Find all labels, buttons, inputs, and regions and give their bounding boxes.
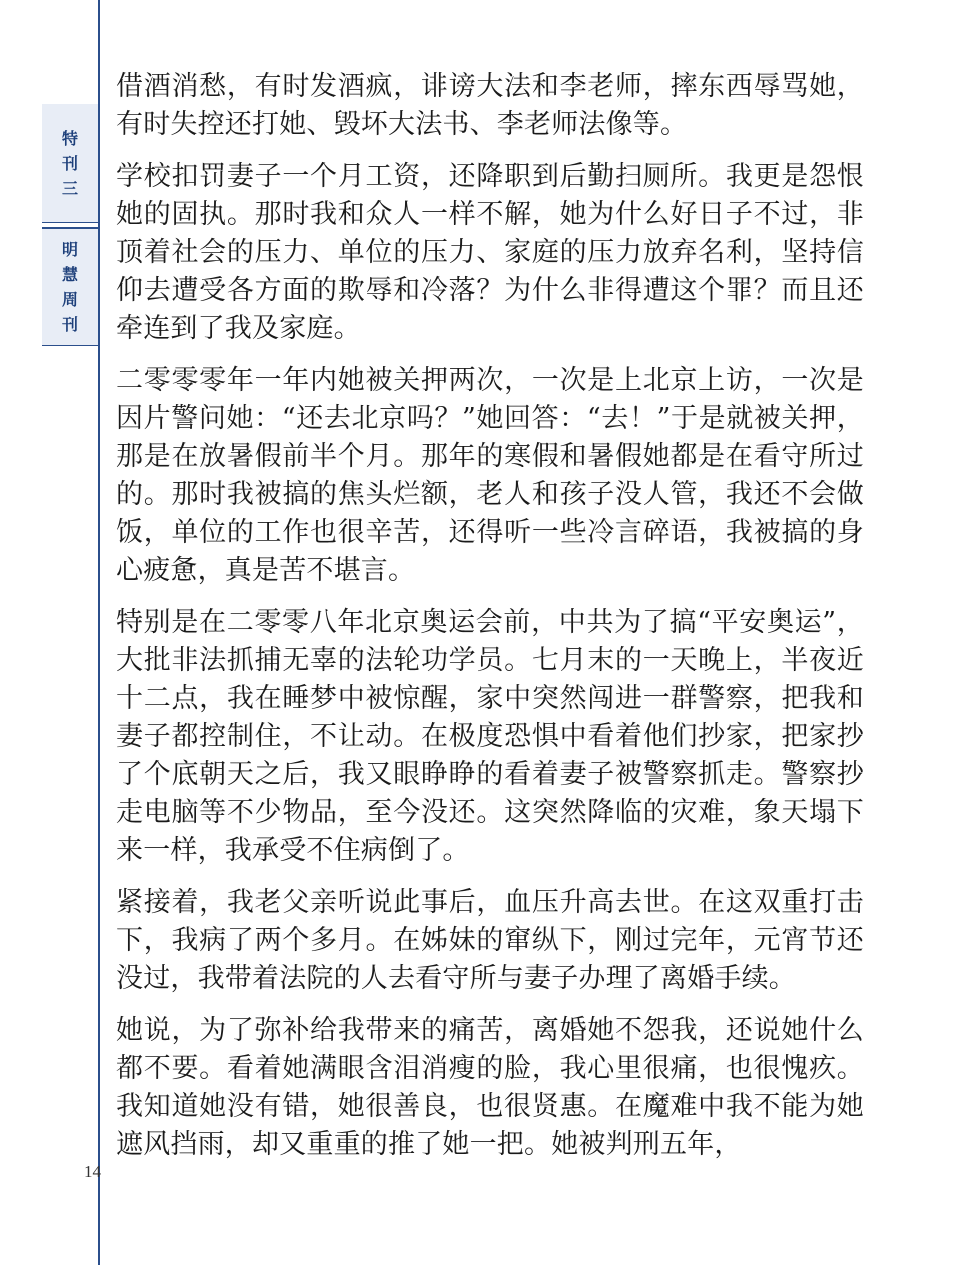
paragraph: 特别是在二零零八年北京奥运会前，中共为了搞“平安奥运”，大批非法抓捕无辜的法轮功学员。七月末的一天晚上，半夜近十二点，我在睡梦中被惊醒，家中突然闯进一群警察，把我和妻子都控制住，不让动。在极度恐惧中看着他们抄家，把家抄了个底朝天之后，我又眼睁睁的看着妻子被警察抓走。警察抄走电脑等不少物品，至今没还。这突然降临的灾难，象天塌下来一样，我承受不住病倒了。 [116, 607, 864, 866]
side-tab-char: 三 [61, 178, 78, 198]
paragraph: 紧接着，我老父亲听说此事后，血压升高去世。在这双重打击下，我病了两个多月。在姊妹的窜纵下，刚过完年，元宵节还没过，我带着法院的人去看守所与妻子办理了离婚手续。 [116, 887, 864, 994]
page-number: 14 [84, 1162, 101, 1181]
side-tab-special-issue [42, 104, 98, 223]
paragraph: 二零零零年一年内她被关押两次，一次是上北京上访，一次是因片警问她：“还去北京吗？”她回答：“去！”于是就被关押，那是在放暑假前半个月。那年的寒假和暑假她都是在看守所过的。那时我被搞的焦头烂额，老人和孩子没人管，我还不会做饭，单位的工作也很辛苦，还得听一些冷言碎语，我被搞的身心疲惫，真是苦不堪言。 [116, 365, 864, 586]
side-tab-char: 慧 [61, 265, 78, 284]
side-tab-char: 刊 [61, 315, 78, 334]
side-tab-char: 周 [61, 290, 78, 309]
side-tab-char: 特 [61, 128, 78, 148]
paragraph: 借酒消愁，有时发酒疯，诽谤大法和李老师，摔东西辱骂她，有时失控还打她、毁坏大法书、李老师法像等。 [116, 71, 864, 140]
article-body [116, 68, 864, 1178]
margin-rule [98, 0, 100, 1265]
paragraph: 她说，为了弥补给我带来的痛苦，离婚她不怨我，还说她什么都不要。看着她满眼含泪消瘦的脸，我心里很痛，也很愧疚。我知道她没有错，她很善良，也很贤惠。在魔难中我不能为她遮风挡雨，却又重重的推了她一把。她被判刑五年， [116, 1015, 864, 1160]
side-tab-minghui-weekly [42, 228, 98, 346]
side-tab-char: 明 [61, 240, 78, 259]
side-tab-char: 刊 [61, 153, 78, 173]
paragraph: 学校扣罚妻子一个月工资，还降职到后勤扫厕所。我更是怨恨她的固执。那时我和众人一样不解，她为什么好日子不过，非顶着社会的压力、单位的压力、家庭的压力放弃名利，坚持信仰去遭受各方面的欺辱和冷落？为什么非得遭这个罪？而且还牵连到了我及家庭。 [116, 161, 864, 344]
